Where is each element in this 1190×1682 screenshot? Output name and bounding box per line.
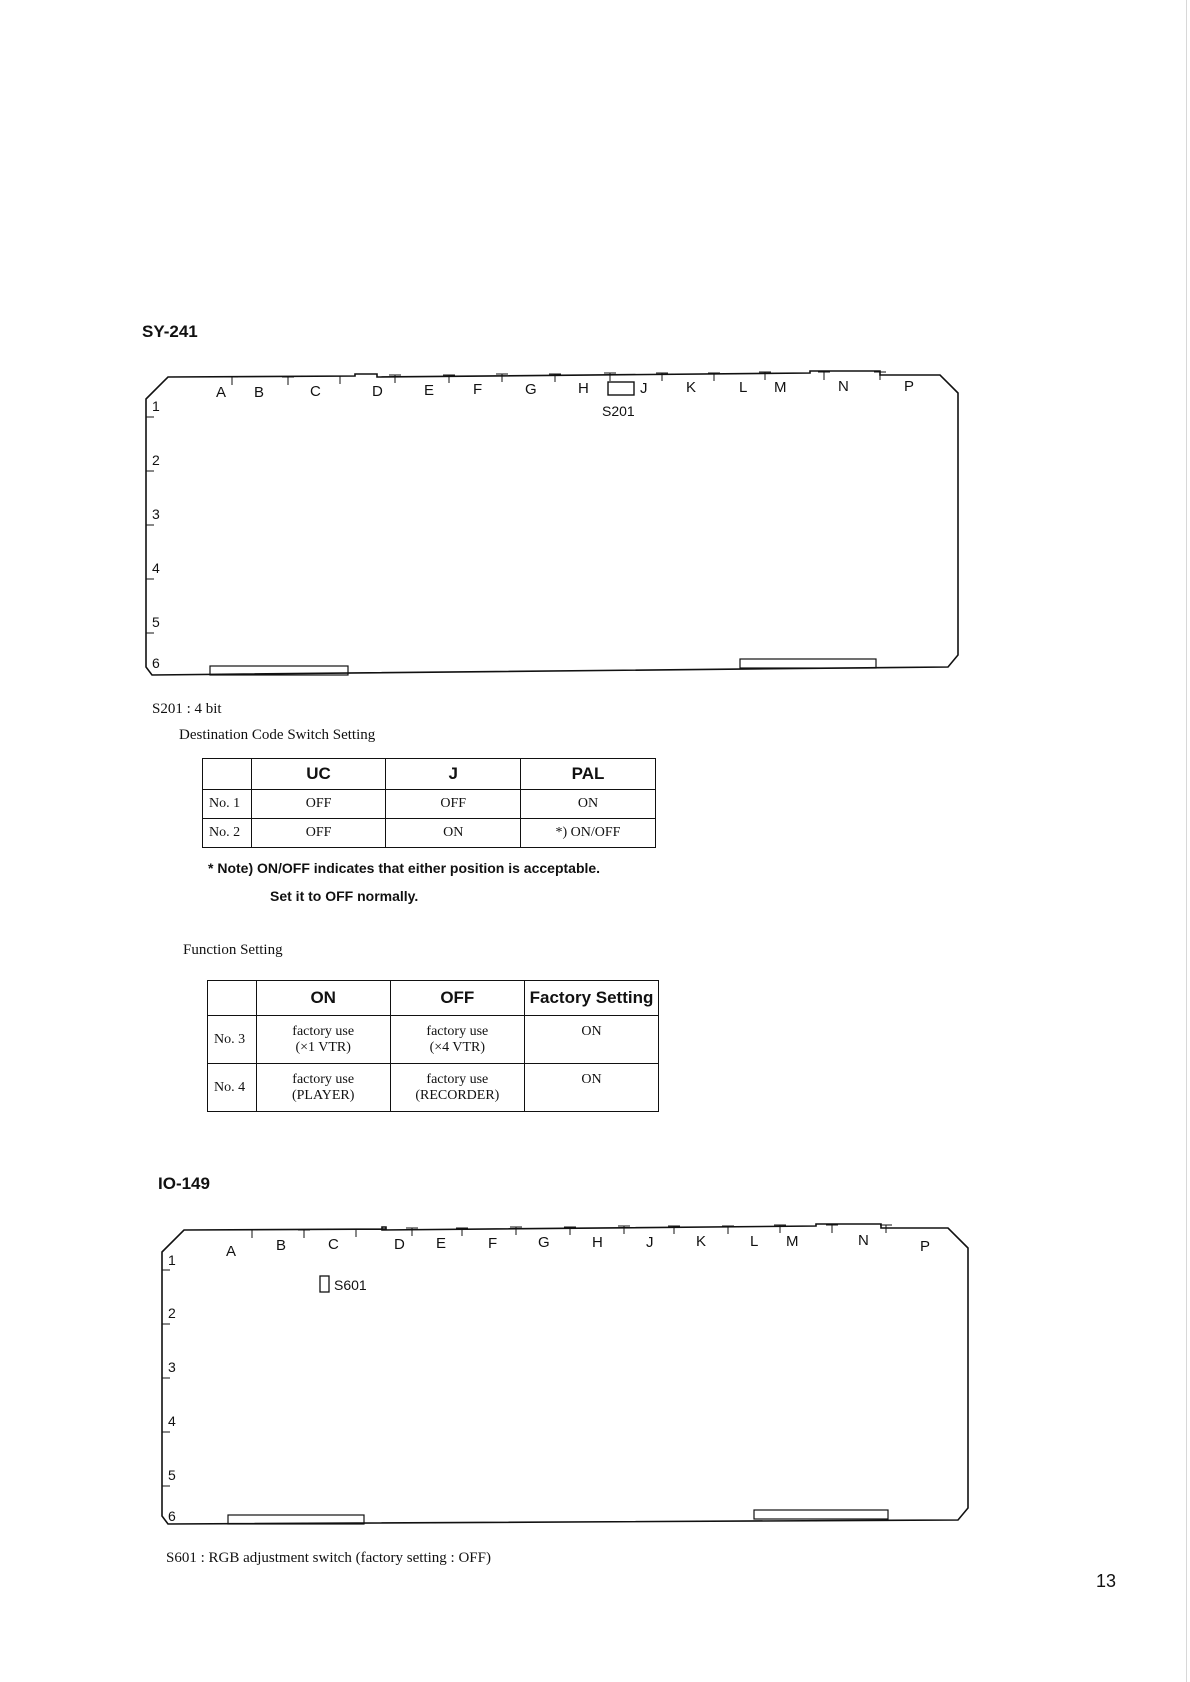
column-label-h: H: [578, 380, 589, 397]
row-head-no4: No. 4: [208, 1064, 257, 1112]
column-label-a: A: [216, 384, 227, 401]
cell-line: factory use: [292, 1023, 355, 1039]
row-label-4: 4: [168, 1413, 176, 1429]
switch-s201: [608, 382, 634, 395]
board-outline: [162, 1224, 968, 1524]
column-label-n: N: [858, 1232, 869, 1249]
table-cell: ON: [524, 1064, 658, 1112]
column-label-m: M: [786, 1233, 799, 1250]
destination-caption: Destination Code Switch Setting: [179, 727, 376, 743]
table-cell: OFF: [251, 819, 386, 848]
cell-line: (×1 VTR): [295, 1039, 351, 1055]
row-label-5: 5: [152, 614, 160, 630]
cell-line: factory use: [292, 1071, 355, 1087]
row-dividers: [146, 412, 154, 638]
column-label-l: L: [739, 379, 748, 396]
switch-s201-label: S201: [602, 403, 635, 419]
board-title-io149: IO-149: [158, 1174, 210, 1193]
connector-bottom-right: [740, 659, 876, 668]
note-line-2: Set it to OFF normally.: [270, 888, 419, 904]
connector-bottom-right: [754, 1510, 888, 1519]
column-label-a: A: [226, 1243, 237, 1260]
header-cell-uc: UC: [251, 759, 386, 790]
cell-line: (RECORDER): [415, 1087, 500, 1103]
column-label-b: B: [276, 1237, 287, 1254]
row-label-2: 2: [152, 452, 160, 468]
row-label-2: 2: [168, 1305, 176, 1321]
header-cell-pal: PAL: [521, 759, 656, 790]
column-label-f: F: [488, 1235, 498, 1252]
row-label-3: 3: [168, 1359, 176, 1375]
table-cell: [390, 1064, 524, 1112]
row-label-1: 1: [168, 1252, 176, 1268]
column-label-h: H: [592, 1234, 603, 1251]
board-title-sy241: SY-241: [142, 322, 198, 341]
header-cell-blank: [208, 981, 257, 1016]
column-label-j: J: [640, 380, 648, 397]
table-cell: OFF: [386, 790, 521, 819]
page-edge-rule: [1186, 0, 1187, 1682]
table-cell: [256, 1064, 390, 1112]
column-label-d: D: [372, 383, 383, 400]
table-row: [203, 790, 656, 819]
board-outline: [146, 371, 958, 675]
cell-line: factory use: [426, 1071, 489, 1087]
header-cell-j: J: [386, 759, 521, 790]
column-label-e: E: [424, 382, 435, 399]
header-cell-off: OFF: [390, 981, 524, 1016]
switch-s601: [320, 1276, 329, 1292]
row-label-3: 3: [152, 506, 160, 522]
column-label-g: G: [525, 381, 537, 398]
row-head-no2: No. 2: [203, 819, 252, 848]
cell-line: (×4 VTR): [429, 1039, 486, 1055]
page-number: 13: [1096, 1571, 1117, 1591]
header-cell-blank: [203, 759, 252, 790]
function-caption: Function Setting: [183, 942, 283, 958]
column-label-k: K: [686, 379, 697, 396]
table-cell: [256, 1016, 390, 1064]
row-label-5: 5: [168, 1467, 176, 1483]
table-cell: [390, 1016, 524, 1064]
column-label-f: F: [473, 381, 483, 398]
table-cell: OFF: [251, 790, 386, 819]
column-label-c: C: [328, 1236, 339, 1253]
destination-code-table: [202, 758, 656, 848]
board-diagram-io149: [156, 1208, 986, 1538]
column-label-p: P: [904, 378, 915, 395]
header-cell-factory-setting: Factory Setting: [524, 981, 658, 1016]
s201-caption: S201 : 4 bit: [152, 701, 222, 717]
column-label-e: E: [436, 1235, 447, 1252]
column-label-n: N: [838, 378, 849, 395]
cell-line: factory use: [426, 1023, 489, 1039]
column-label-l: L: [750, 1233, 759, 1250]
table-cell: ON: [386, 819, 521, 848]
column-label-k: K: [696, 1233, 707, 1250]
column-label-j: J: [646, 1234, 654, 1251]
s601-caption: S601 : RGB adjustment switch (factory setting : OFF): [166, 1550, 491, 1566]
column-label-m: M: [774, 379, 787, 396]
row-dividers: [162, 1265, 170, 1491]
switch-s601-label: S601: [334, 1277, 367, 1293]
function-setting-table: [207, 980, 659, 1112]
row-label-1: 1: [152, 398, 160, 414]
header-cell-on: ON: [256, 981, 390, 1016]
board-diagram-sy241: [140, 355, 970, 685]
column-label-g: G: [538, 1234, 550, 1251]
table-row: [203, 819, 656, 848]
column-label-p: P: [920, 1238, 931, 1255]
table-cell: ON: [524, 1016, 658, 1064]
table-header-row: [208, 981, 659, 1016]
table-cell: ON: [521, 790, 656, 819]
row-label-6: 6: [152, 655, 160, 671]
column-label-b: B: [254, 384, 265, 401]
table-row: [208, 1016, 659, 1064]
row-label-6: 6: [168, 1508, 176, 1524]
table-header-row: [203, 759, 656, 790]
column-label-d: D: [394, 1236, 405, 1253]
cell-line: (PLAYER): [291, 1087, 355, 1103]
row-head-no3: No. 3: [208, 1016, 257, 1064]
column-label-c: C: [310, 383, 321, 400]
note-line-1: * Note) ON/OFF indicates that either position is acceptable.: [208, 860, 601, 876]
row-label-4: 4: [152, 560, 160, 576]
row-head-no1: No. 1: [203, 790, 252, 819]
table-row: [208, 1064, 659, 1112]
table-cell: *) ON/OFF: [521, 819, 656, 848]
